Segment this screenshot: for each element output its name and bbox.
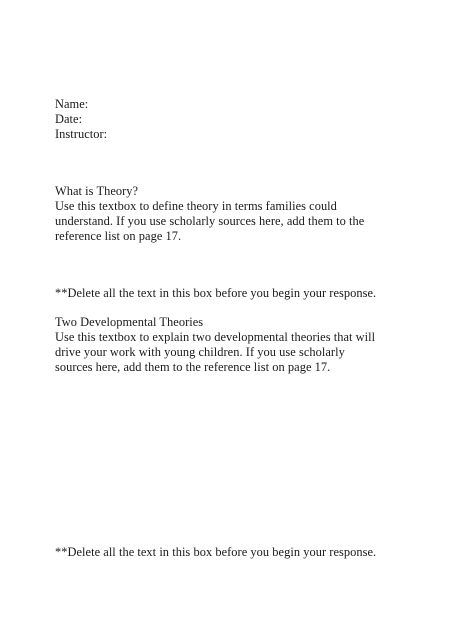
section2-body-line: drive your work with young children. If you use scholarly [55, 345, 345, 359]
name-label: Name: [55, 97, 89, 111]
section1-heading: What is Theory? [55, 184, 139, 198]
section1-delete-note: **Delete all the text in this box before you begin your response. [55, 286, 377, 300]
instructor-label: Instructor: [55, 127, 108, 141]
date-label: Date: [55, 112, 83, 126]
section1-body-line: reference list on page 17. [55, 229, 182, 243]
section1-body-line: Use this textbox to define theory in terms families could [55, 199, 337, 213]
section2-body-line: sources here, add them to the reference list on page 17. [55, 360, 331, 374]
section2-body-line: Use this textbox to explain two developmental theories that will [55, 330, 376, 344]
section1-body-line: understand. If you use scholarly sources here, add them to the [55, 214, 365, 228]
section2-delete-note: **Delete all the text in this box before you begin your response. [55, 545, 377, 559]
section2-heading: Two Developmental Theories [55, 315, 204, 329]
